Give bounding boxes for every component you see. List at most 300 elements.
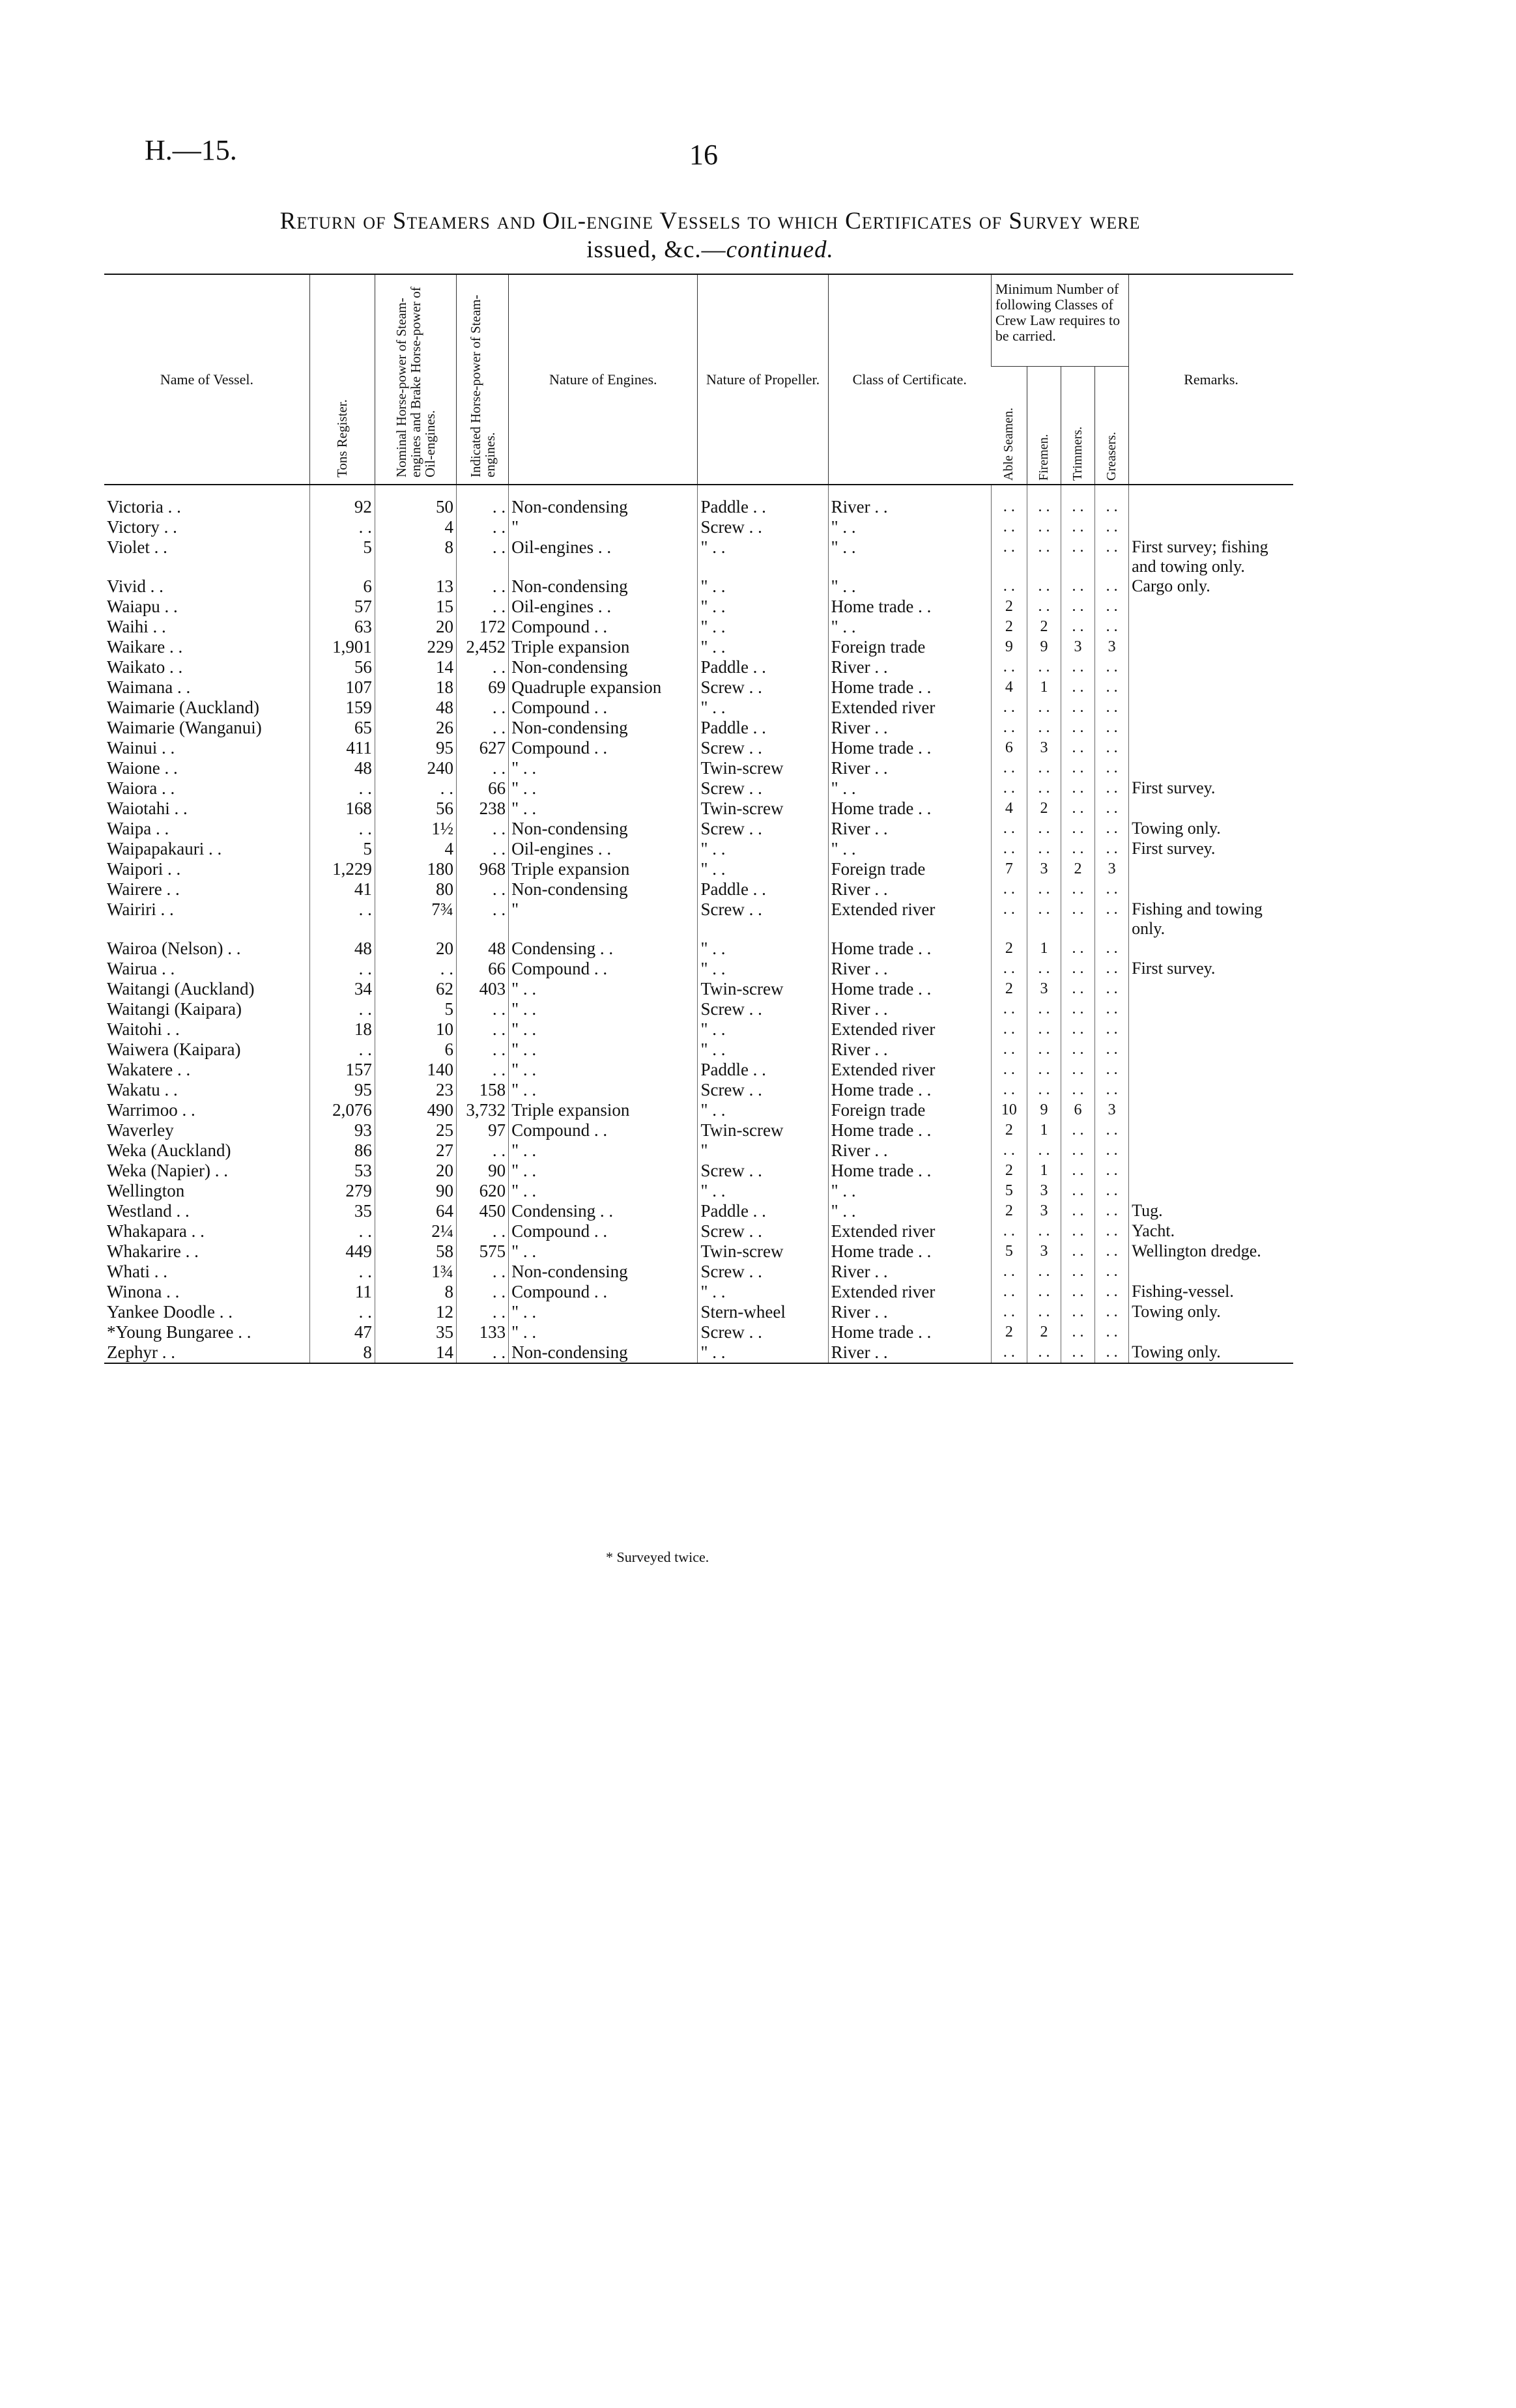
certificate-class-cell: River . . (828, 657, 991, 677)
engine-nature-cell: Non-condensing (509, 1342, 698, 1363)
nominal-hp-cell: 15 (375, 597, 456, 617)
able-seamen-count-cell: . . (991, 899, 1027, 939)
tons-register-cell: . . (309, 999, 375, 1019)
propeller-nature-cell: " . . (698, 1040, 828, 1060)
trimmers-count-cell: . . (1061, 1302, 1095, 1322)
firemen-count-cell: . . (1027, 758, 1061, 778)
certificate-class-cell: " . . (828, 517, 991, 537)
able-seamen-count-cell: . . (991, 718, 1027, 738)
propeller-nature-cell: " . . (698, 698, 828, 718)
able-seamen-count-cell: 5 (991, 1181, 1027, 1201)
vessel-name-cell: Waverley (107, 1120, 174, 1140)
trimmers-count-cell: . . (1061, 718, 1095, 738)
vessel-name-cell: *Young Bungaree . . (107, 1322, 251, 1342)
remarks-cell: Fishing-vessel. (1129, 1282, 1293, 1302)
vessel-name-cell: Victoria . . (107, 497, 181, 517)
firemen-count-cell: . . (1027, 1060, 1061, 1080)
propeller-nature-cell: Paddle . . (698, 1060, 828, 1080)
nominal-hp-cell: 6 (375, 1040, 456, 1060)
remarks-cell: First survey. (1129, 839, 1293, 859)
firemen-count-cell: . . (1027, 576, 1061, 597)
engine-nature-cell: " . . (509, 1322, 698, 1342)
certificate-class-cell: Extended river (828, 1282, 991, 1302)
table-row (104, 1262, 1293, 1282)
vessel-name-cell: Whakarire . . (107, 1241, 199, 1261)
remarks-cell (1129, 939, 1293, 959)
greasers-count-cell: . . (1095, 576, 1129, 597)
remarks-cell (1129, 1100, 1293, 1120)
propeller-nature-cell: " . . (698, 1282, 828, 1302)
remarks-cell (1129, 1140, 1293, 1161)
greasers-count-cell: . . (1095, 1161, 1129, 1181)
tons-register-cell: 63 (309, 617, 375, 637)
nominal-hp-cell: 80 (375, 879, 456, 899)
propeller-nature-cell: " . . (698, 1100, 828, 1120)
table-title (156, 207, 1264, 264)
indicated-hp-cell: 48 (457, 939, 509, 959)
indicated-hp-cell: 158 (457, 1080, 509, 1100)
page-number: 16 (689, 139, 718, 171)
col-firemen-label: Firemen. (1036, 434, 1051, 481)
remarks-cell: Towing only. (1129, 1302, 1293, 1322)
certificate-class-cell: Home trade . . (828, 939, 991, 959)
able-seamen-count-cell: . . (991, 1140, 1027, 1161)
vessel-name-cell: Wairua . . (107, 959, 175, 978)
propeller-nature-cell: Screw . . (698, 1262, 828, 1282)
tons-register-cell: 95 (309, 1080, 375, 1100)
indicated-hp-cell: 172 (457, 617, 509, 637)
greasers-count-cell: . . (1095, 1140, 1129, 1161)
trimmers-count-cell: . . (1061, 1241, 1095, 1262)
trimmers-count-cell: . . (1061, 1161, 1095, 1181)
greasers-count-cell: . . (1095, 999, 1129, 1019)
engine-nature-cell: " (509, 899, 698, 939)
vessel-name-cell: Waitangi (Kaipara) (107, 999, 242, 1019)
nominal-hp-cell: 1½ (375, 819, 456, 839)
table-row (104, 799, 1293, 819)
engine-nature-cell: Non-condensing (509, 657, 698, 677)
vessel-name-cell: Victory . . (107, 517, 177, 537)
engine-nature-cell: Oil-engines . . (509, 839, 698, 859)
trimmers-count-cell: . . (1061, 839, 1095, 859)
engine-nature-cell: Compound . . (509, 1282, 698, 1302)
indicated-hp-cell: 450 (457, 1201, 509, 1221)
vessel-name-cell: Waitohi . . (107, 1019, 180, 1039)
able-seamen-count-cell: . . (991, 1221, 1027, 1241)
nominal-hp-cell: 7¾ (375, 899, 456, 939)
trimmers-count-cell: . . (1061, 799, 1095, 819)
tons-register-cell: 35 (309, 1201, 375, 1221)
col-crew-group: Minimum Number of following Classes of Crew Law requires to be carried. (991, 274, 1128, 367)
propeller-nature-cell: " (698, 1140, 828, 1161)
engine-nature-cell: " . . (509, 1040, 698, 1060)
col-nature-engines: Nature of Engines. (509, 274, 698, 485)
certificate-class-cell: Extended river (828, 1060, 991, 1080)
able-seamen-count-cell: . . (991, 1040, 1027, 1060)
greasers-count-cell: . . (1095, 1019, 1129, 1040)
table-row (104, 1019, 1293, 1040)
steamers-table-container (104, 274, 1293, 1364)
engine-nature-cell: " . . (509, 1241, 698, 1262)
certificate-class-cell: Foreign trade (828, 1100, 991, 1120)
trimmers-count-cell: . . (1061, 778, 1095, 799)
greasers-count-cell: . . (1095, 1302, 1129, 1322)
table-row (104, 537, 1293, 576)
propeller-nature-cell: Stern-wheel (698, 1302, 828, 1322)
vessel-name-cell: Whakapara . . (107, 1221, 205, 1241)
engine-nature-cell: Compound . . (509, 738, 698, 758)
engine-nature-cell: Non-condensing (509, 485, 698, 517)
nominal-hp-cell: 2¼ (375, 1221, 456, 1241)
propeller-nature-cell: " . . (698, 839, 828, 859)
engine-nature-cell: Compound . . (509, 617, 698, 637)
tons-register-cell: 1,901 (309, 637, 375, 657)
firemen-count-cell: 2 (1027, 799, 1061, 819)
remarks-cell: Towing only. (1129, 819, 1293, 839)
remarks-cell (1129, 1322, 1293, 1342)
remarks-cell (1129, 879, 1293, 899)
indicated-hp-cell: . . (457, 517, 509, 537)
steamers-table (104, 274, 1293, 1364)
col-nominal-hp-label: Nominal Horse-power of Steam-engines and Brake Horse-power of Oil-engines. (393, 286, 438, 477)
indicated-hp-cell: . . (457, 537, 509, 576)
nominal-hp-cell: 64 (375, 1201, 456, 1221)
table-row (104, 485, 1293, 517)
propeller-nature-cell: Twin-screw (698, 799, 828, 819)
firemen-count-cell: . . (1027, 1140, 1061, 1161)
indicated-hp-cell: . . (457, 758, 509, 778)
remarks-cell: Towing only. (1129, 1342, 1293, 1363)
remarks-cell (1129, 1161, 1293, 1181)
table-row (104, 1080, 1293, 1100)
engine-nature-cell: Oil-engines . . (509, 597, 698, 617)
greasers-count-cell: . . (1095, 1181, 1129, 1201)
nominal-hp-cell: 12 (375, 1302, 456, 1322)
indicated-hp-cell: 238 (457, 799, 509, 819)
certificate-class-cell: " . . (828, 778, 991, 799)
greasers-count-cell: . . (1095, 1282, 1129, 1302)
remarks-cell (1129, 1080, 1293, 1100)
certificate-class-cell: Home trade . . (828, 1241, 991, 1262)
certificate-class-cell: River . . (828, 1302, 991, 1322)
indicated-hp-cell: 627 (457, 738, 509, 758)
remarks-cell: Yacht. (1129, 1221, 1293, 1241)
table-row (104, 1120, 1293, 1140)
firemen-count-cell: . . (1027, 899, 1061, 939)
propeller-nature-cell: Paddle . . (698, 657, 828, 677)
nominal-hp-cell: 23 (375, 1080, 456, 1100)
trimmers-count-cell: . . (1061, 657, 1095, 677)
tons-register-cell: 34 (309, 979, 375, 999)
engine-nature-cell: Non-condensing (509, 879, 698, 899)
certificate-class-cell: River . . (828, 1040, 991, 1060)
able-seamen-count-cell: 10 (991, 1100, 1027, 1120)
indicated-hp-cell: . . (457, 718, 509, 738)
greasers-count-cell: . . (1095, 819, 1129, 839)
propeller-nature-cell: " . . (698, 939, 828, 959)
able-seamen-count-cell: 2 (991, 979, 1027, 999)
table-row (104, 839, 1293, 859)
vessel-name-cell: Wellington (107, 1181, 185, 1200)
engine-nature-cell: Quadruple expansion (509, 677, 698, 698)
propeller-nature-cell: " . . (698, 1342, 828, 1363)
propeller-nature-cell: Paddle . . (698, 1201, 828, 1221)
tons-register-cell: . . (309, 819, 375, 839)
vessel-name-cell: Waimarie (Auckland) (107, 698, 259, 717)
indicated-hp-cell: 403 (457, 979, 509, 999)
remarks-cell (1129, 485, 1293, 517)
indicated-hp-cell: . . (457, 999, 509, 1019)
certificate-class-cell: Home trade . . (828, 738, 991, 758)
remarks-cell: Tug. (1129, 1201, 1293, 1221)
propeller-nature-cell: Screw . . (698, 677, 828, 698)
certificate-class-cell: " . . (828, 617, 991, 637)
propeller-nature-cell: Twin-screw (698, 1120, 828, 1140)
nominal-hp-cell: 27 (375, 1140, 456, 1161)
vessel-name-cell: Wainui . . (107, 738, 175, 758)
certificate-class-cell: River . . (828, 485, 991, 517)
trimmers-count-cell: . . (1061, 1181, 1095, 1201)
nominal-hp-cell: 58 (375, 1241, 456, 1262)
nominal-hp-cell: 18 (375, 677, 456, 698)
nominal-hp-cell: 8 (375, 537, 456, 576)
tons-register-cell: . . (309, 517, 375, 537)
engine-nature-cell: Triple expansion (509, 637, 698, 657)
able-seamen-count-cell: . . (991, 1060, 1027, 1080)
firemen-count-cell: . . (1027, 698, 1061, 718)
col-firemen (1027, 367, 1061, 485)
indicated-hp-cell: . . (457, 1262, 509, 1282)
nominal-hp-cell: 13 (375, 576, 456, 597)
certificate-class-cell: Home trade . . (828, 1322, 991, 1342)
propeller-nature-cell: " . . (698, 859, 828, 879)
firemen-count-cell: . . (1027, 1302, 1061, 1322)
greasers-count-cell: . . (1095, 537, 1129, 576)
tons-register-cell: 449 (309, 1241, 375, 1262)
firemen-count-cell: 1 (1027, 1161, 1061, 1181)
vessel-name-cell: Waiwera (Kaipara) (107, 1040, 241, 1059)
title-line-2-text: issued, &c.— (586, 236, 726, 263)
tons-register-cell: . . (309, 1040, 375, 1060)
certificate-class-cell: Extended river (828, 899, 991, 939)
indicated-hp-cell: 66 (457, 778, 509, 799)
nominal-hp-cell: 90 (375, 1181, 456, 1201)
certificate-class-cell: River . . (828, 1262, 991, 1282)
greasers-count-cell: . . (1095, 839, 1129, 859)
table-row (104, 1342, 1293, 1363)
trimmers-count-cell: . . (1061, 758, 1095, 778)
remarks-cell: Wellington dredge. (1129, 1241, 1293, 1262)
table-row (104, 859, 1293, 879)
engine-nature-cell: Compound . . (509, 698, 698, 718)
nominal-hp-cell: 229 (375, 637, 456, 657)
vessel-name-cell: Waiora . . (107, 778, 175, 798)
trimmers-count-cell: . . (1061, 1140, 1095, 1161)
able-seamen-count-cell: 2 (991, 939, 1027, 959)
certificate-class-cell: Home trade . . (828, 799, 991, 819)
certificate-class-cell: River . . (828, 999, 991, 1019)
tons-register-cell: 159 (309, 698, 375, 718)
remarks-cell (1129, 1040, 1293, 1060)
nominal-hp-cell: 4 (375, 839, 456, 859)
tons-register-cell: 53 (309, 1161, 375, 1181)
nominal-hp-cell: 14 (375, 1342, 456, 1363)
propeller-nature-cell: " . . (698, 959, 828, 979)
greasers-count-cell: 3 (1095, 1100, 1129, 1120)
col-indicated-hp-label: Indicated Horse-power of Steam-engines. (467, 294, 498, 477)
remarks-cell: First survey. (1129, 959, 1293, 979)
table-row (104, 517, 1293, 537)
greasers-count-cell: . . (1095, 677, 1129, 698)
vessel-name-cell: Wakatu . . (107, 1080, 178, 1099)
indicated-hp-cell: 133 (457, 1322, 509, 1342)
nominal-hp-cell: 20 (375, 1161, 456, 1181)
tons-register-cell: . . (309, 778, 375, 799)
engine-nature-cell: Non-condensing (509, 576, 698, 597)
vessel-name-cell: Waipapakauri . . (107, 839, 222, 858)
nominal-hp-cell: 62 (375, 979, 456, 999)
vessel-name-cell: Waikare . . (107, 637, 183, 657)
indicated-hp-cell: . . (457, 698, 509, 718)
col-tons-register (309, 274, 375, 485)
indicated-hp-cell: 66 (457, 959, 509, 979)
tons-register-cell: . . (309, 1221, 375, 1241)
greasers-count-cell: . . (1095, 939, 1129, 959)
trimmers-count-cell: . . (1061, 1262, 1095, 1282)
tons-register-cell: 57 (309, 597, 375, 617)
trimmers-count-cell: . . (1061, 698, 1095, 718)
vessel-name-cell: Winona . . (107, 1282, 180, 1301)
tons-register-cell: 6 (309, 576, 375, 597)
table-row (104, 1302, 1293, 1322)
firemen-count-cell: 3 (1027, 979, 1061, 999)
greasers-count-cell: 3 (1095, 859, 1129, 879)
vessel-name-cell: Wairere . . (107, 879, 180, 899)
vessel-name-cell: Wairoa (Nelson) . . (107, 939, 241, 958)
nominal-hp-cell: 1¾ (375, 1262, 456, 1282)
vessel-name-cell: Zephyr . . (107, 1342, 175, 1362)
certificate-class-cell: River . . (828, 758, 991, 778)
vessel-name-cell: Yankee Doodle . . (107, 1302, 233, 1322)
firemen-count-cell: . . (1027, 999, 1061, 1019)
trimmers-count-cell: . . (1061, 597, 1095, 617)
able-seamen-count-cell: . . (991, 1342, 1027, 1363)
greasers-count-cell: . . (1095, 1322, 1129, 1342)
remarks-cell: First survey; fishing and towing only. (1129, 537, 1293, 576)
col-tons-label: Tons Register. (334, 399, 350, 477)
vessel-name-cell: Wairiri . . (107, 899, 174, 919)
greasers-count-cell: . . (1095, 1080, 1129, 1100)
propeller-nature-cell: " . . (698, 576, 828, 597)
engine-nature-cell: Compound . . (509, 1120, 698, 1140)
col-greasers (1095, 367, 1129, 485)
firemen-count-cell: 3 (1027, 1201, 1061, 1221)
indicated-hp-cell: . . (457, 657, 509, 677)
indicated-hp-cell: 2,452 (457, 637, 509, 657)
vessel-name-cell: Wakatere . . (107, 1060, 191, 1079)
indicated-hp-cell: 97 (457, 1120, 509, 1140)
tons-register-cell: 56 (309, 657, 375, 677)
firemen-count-cell: 9 (1027, 1100, 1061, 1120)
firemen-count-cell: 3 (1027, 859, 1061, 879)
able-seamen-count-cell: . . (991, 1080, 1027, 1100)
firemen-count-cell: 1 (1027, 677, 1061, 698)
firemen-count-cell: 1 (1027, 1120, 1061, 1140)
firemen-count-cell: . . (1027, 819, 1061, 839)
certificate-class-cell: Home trade . . (828, 1161, 991, 1181)
engine-nature-cell: " . . (509, 1019, 698, 1040)
col-able-seamen (991, 367, 1027, 485)
remarks-cell (1129, 999, 1293, 1019)
trimmers-count-cell: . . (1061, 1282, 1095, 1302)
table-row (104, 677, 1293, 698)
table-row (104, 1161, 1293, 1181)
tons-register-cell: 48 (309, 939, 375, 959)
remarks-cell (1129, 597, 1293, 617)
remarks-cell (1129, 1181, 1293, 1201)
engine-nature-cell: " . . (509, 799, 698, 819)
firemen-count-cell: 3 (1027, 1181, 1061, 1201)
able-seamen-count-cell: . . (991, 1302, 1027, 1322)
table-row (104, 657, 1293, 677)
greasers-count-cell: 3 (1095, 637, 1129, 657)
nominal-hp-cell: 140 (375, 1060, 456, 1080)
firemen-count-cell: . . (1027, 879, 1061, 899)
propeller-nature-cell: Screw . . (698, 999, 828, 1019)
indicated-hp-cell: 3,732 (457, 1100, 509, 1120)
greasers-count-cell: . . (1095, 1040, 1129, 1060)
col-able-seamen-label: Able Seamen. (1001, 407, 1016, 481)
engine-nature-cell: " . . (509, 758, 698, 778)
trimmers-count-cell: . . (1061, 1060, 1095, 1080)
indicated-hp-cell: 69 (457, 677, 509, 698)
certificate-class-cell: River . . (828, 879, 991, 899)
indicated-hp-cell: . . (457, 576, 509, 597)
able-seamen-count-cell: 7 (991, 859, 1027, 879)
greasers-count-cell: . . (1095, 1120, 1129, 1140)
trimmers-count-cell: 3 (1061, 637, 1095, 657)
tons-register-cell: 11 (309, 1282, 375, 1302)
trimmers-count-cell: . . (1061, 1019, 1095, 1040)
table-row (104, 597, 1293, 617)
table-row (104, 819, 1293, 839)
engine-nature-cell: " . . (509, 778, 698, 799)
remarks-cell (1129, 637, 1293, 657)
nominal-hp-cell: 14 (375, 657, 456, 677)
greasers-count-cell: . . (1095, 698, 1129, 718)
indicated-hp-cell: . . (457, 899, 509, 939)
vessel-name-cell: Waiotahi . . (107, 799, 188, 818)
greasers-count-cell: . . (1095, 517, 1129, 537)
table-row (104, 576, 1293, 597)
propeller-nature-cell: " . . (698, 1181, 828, 1201)
greasers-count-cell: . . (1095, 879, 1129, 899)
certificate-class-cell: River . . (828, 959, 991, 979)
able-seamen-count-cell: 2 (991, 617, 1027, 637)
firemen-count-cell: 1 (1027, 939, 1061, 959)
table-row (104, 778, 1293, 799)
firemen-count-cell: 2 (1027, 617, 1061, 637)
remarks-cell (1129, 1262, 1293, 1282)
firemen-count-cell: 2 (1027, 1322, 1061, 1342)
tons-register-cell: . . (309, 899, 375, 939)
table-row (104, 879, 1293, 899)
propeller-nature-cell: Screw . . (698, 1221, 828, 1241)
certificate-class-cell: River . . (828, 1140, 991, 1161)
tons-register-cell: 1,229 (309, 859, 375, 879)
tons-register-cell: 47 (309, 1322, 375, 1342)
certificate-class-cell: Foreign trade (828, 637, 991, 657)
